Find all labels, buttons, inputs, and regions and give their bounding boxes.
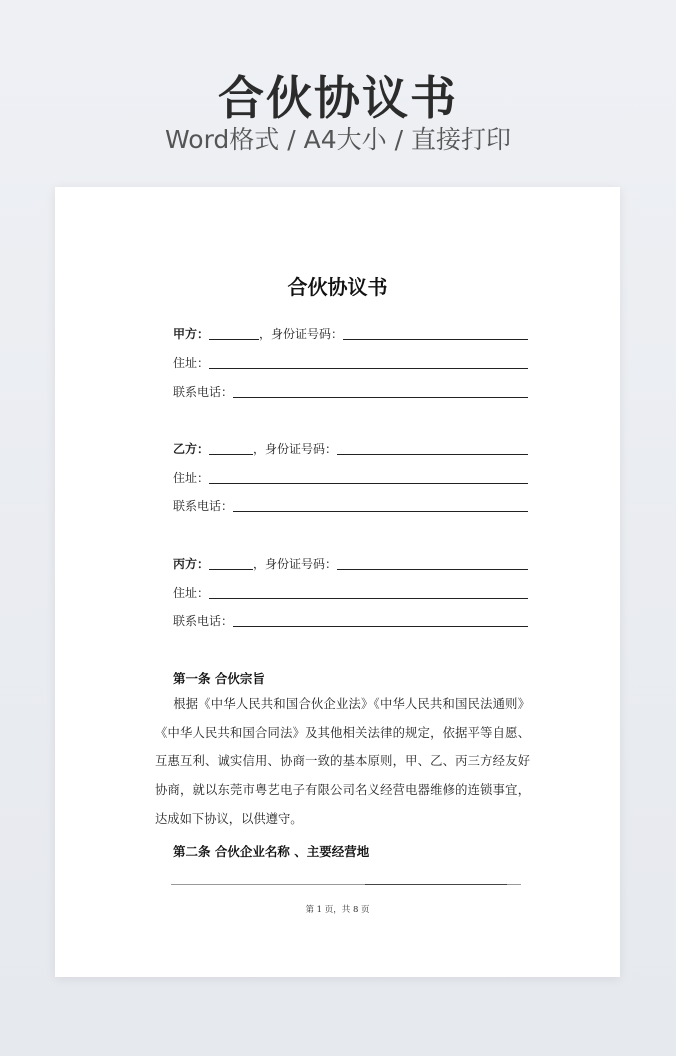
document-page [55, 187, 620, 977]
hero-subtitle: Word格式 / A4大小 / 直接打印 [165, 125, 511, 154]
party-b-phone-row [173, 494, 528, 514]
party-a-address-row [173, 351, 528, 371]
party-b-label: 乙方： [173, 442, 210, 456]
party-b-address-label: 住址： [173, 471, 210, 485]
article-2-heading: 第二条 合伙企业名称 、主要经营地 [173, 844, 370, 859]
party-a-row [173, 322, 528, 342]
party-a-address-label: 住址： [173, 356, 210, 370]
party-b-address-blank[interactable] [209, 483, 528, 484]
party-a-id-blank[interactable] [343, 339, 528, 340]
party-a-id-label: ，身份证号码： [259, 327, 344, 341]
party-c-address-blank[interactable] [209, 598, 528, 599]
party-c-id-blank[interactable] [337, 569, 528, 570]
party-c-name-blank[interactable] [209, 569, 253, 570]
party-c-phone-row [173, 609, 528, 629]
party-a-name-blank[interactable] [209, 339, 259, 340]
party-c-label: 丙方： [173, 557, 210, 571]
document-title: 合伙协议书 [287, 275, 388, 299]
party-a-phone-blank[interactable] [233, 397, 528, 398]
party-b-id-label: ，身份证号码： [253, 442, 338, 456]
footer-divider-accent [365, 884, 507, 885]
article-1-text: 根据《中华人民共和国合伙企业法》《中华人民共和国民法通则》《中华人民共和国合同法》及其他相关法律的规定，依据平等自愿、互惠互利、诚实信用、协商一致的基本原则，甲、乙、丙三方经友好协商，就以东莞市粤艺电子有限公司名义经营电器维修的连锁事宜，达成如下协议，以供遵守。 [155, 697, 530, 826]
party-b-name-blank[interactable] [209, 454, 253, 455]
party-b-address-row [173, 466, 528, 486]
party-c-address-label: 住址： [173, 586, 210, 600]
article-1-body [155, 690, 530, 834]
party-b-row [173, 437, 528, 457]
party-a-address-blank[interactable] [209, 368, 528, 369]
party-a-phone-label: 联系电话： [173, 385, 234, 399]
party-b-id-blank[interactable] [337, 454, 528, 455]
party-b-phone-label: 联系电话： [173, 499, 234, 513]
hero-title: 合伙协议书 [218, 71, 458, 125]
page-number: 第 1 页，共 8 页 [305, 905, 370, 915]
party-c-phone-blank[interactable] [233, 626, 528, 627]
party-c-row [173, 552, 528, 572]
article-1-heading: 第一条 合伙宗旨 [173, 671, 265, 686]
party-c-phone-label: 联系电话： [173, 614, 234, 628]
party-b-phone-blank[interactable] [233, 511, 528, 512]
party-c-id-label: ，身份证号码： [253, 557, 338, 571]
party-a-phone-row [173, 380, 528, 400]
party-a-label: 甲方： [173, 327, 210, 341]
party-c-address-row [173, 581, 528, 601]
